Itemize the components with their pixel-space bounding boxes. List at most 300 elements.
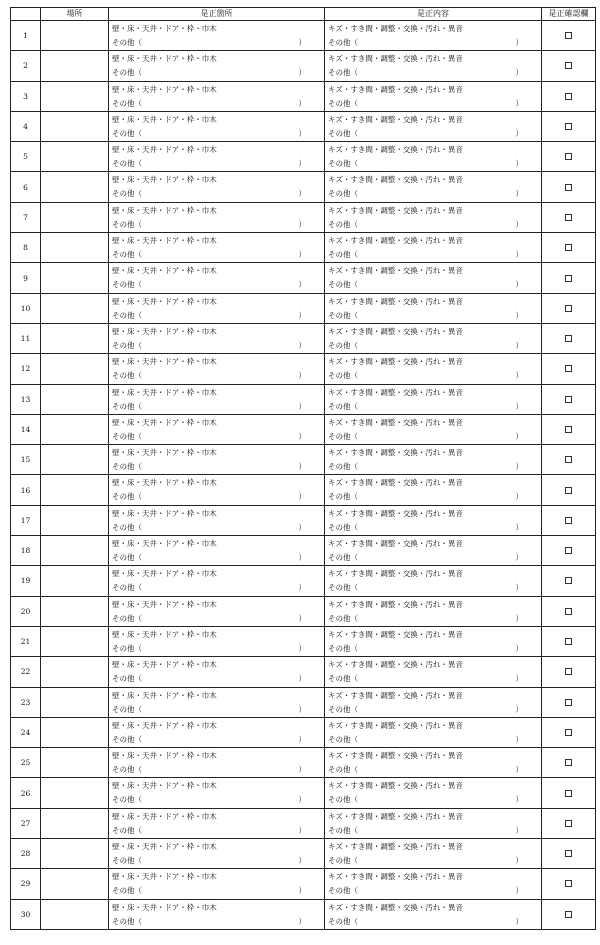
part-other-label: その他（	[112, 310, 142, 320]
part-options[interactable]: 壁・床・天井・ドア・枠・巾木	[112, 751, 217, 761]
content-other-close: ）	[515, 98, 523, 108]
part-cell	[109, 475, 325, 505]
content-other[interactable]	[328, 612, 541, 626]
content-options[interactable]: キズ・すき間・調整・交換・汚れ・異音	[328, 629, 463, 639]
checkbox-icon[interactable]	[565, 487, 572, 494]
part-other-label: その他（	[112, 68, 142, 78]
check-cell	[542, 566, 596, 596]
content-cell	[325, 202, 542, 232]
part-other[interactable]	[112, 36, 324, 50]
content-other-label: その他（	[328, 856, 358, 866]
row-number: 22	[11, 657, 41, 687]
checkbox-icon[interactable]	[565, 638, 572, 645]
content-cell	[325, 81, 542, 111]
checkbox-icon[interactable]	[565, 123, 572, 130]
part-other-close: ）	[298, 886, 306, 896]
content-other[interactable]	[328, 248, 541, 262]
header-check: 是正確認欄	[542, 8, 596, 21]
content-other-close: ）	[515, 765, 523, 775]
content-options[interactable]: キズ・すき間・調整・交換・汚れ・異音	[328, 842, 463, 852]
part-other[interactable]	[112, 66, 324, 80]
checkbox-icon[interactable]	[565, 790, 572, 797]
place-cell[interactable]	[41, 536, 109, 566]
content-other[interactable]	[328, 763, 541, 777]
part-other[interactable]	[112, 854, 324, 868]
part-other[interactable]	[112, 763, 324, 777]
table-row	[11, 111, 596, 141]
content-other-close: ）	[515, 704, 523, 714]
place-cell[interactable]	[41, 293, 109, 323]
content-other-label: その他（	[328, 492, 358, 502]
content-other[interactable]	[328, 521, 541, 535]
part-other-label: その他（	[112, 553, 142, 563]
place-cell[interactable]	[41, 81, 109, 111]
part-options[interactable]: 壁・床・天井・ドア・枠・巾木	[112, 629, 217, 639]
content-other-close: ）	[515, 795, 523, 805]
part-cell	[109, 323, 325, 353]
part-options[interactable]: 壁・床・天井・ドア・枠・巾木	[112, 872, 217, 882]
content-other[interactable]	[328, 824, 541, 838]
content-other-label: その他（	[328, 765, 358, 775]
checkbox-icon[interactable]	[565, 820, 572, 827]
place-cell[interactable]	[41, 445, 109, 475]
content-other[interactable]	[328, 187, 541, 201]
part-options[interactable]: 壁・床・天井・ドア・枠・巾木	[112, 508, 217, 518]
checkbox-icon[interactable]	[565, 517, 572, 524]
content-options[interactable]: キズ・すき間・調整・交換・汚れ・異音	[328, 236, 463, 246]
part-other[interactable]	[112, 187, 324, 201]
checkbox-icon[interactable]	[565, 911, 572, 918]
checkbox-icon[interactable]	[565, 850, 572, 857]
place-cell[interactable]	[41, 142, 109, 172]
part-other[interactable]	[112, 248, 324, 262]
place-cell[interactable]	[41, 626, 109, 656]
part-other[interactable]	[112, 339, 324, 353]
place-cell[interactable]	[41, 51, 109, 81]
content-options[interactable]: キズ・すき間・調整・交換・汚れ・異音	[328, 417, 463, 427]
part-other[interactable]	[112, 612, 324, 626]
content-other[interactable]	[328, 369, 541, 383]
content-other-close: ）	[515, 250, 523, 260]
part-other-label: その他（	[112, 462, 142, 472]
place-cell[interactable]	[41, 505, 109, 535]
check-cell	[542, 899, 596, 929]
part-other[interactable]	[112, 127, 324, 141]
content-options[interactable]: キズ・すき間・調整・交換・汚れ・異音	[328, 205, 463, 215]
content-options[interactable]: キズ・すき間・調整・交換・汚れ・異音	[328, 872, 463, 882]
part-other[interactable]	[112, 581, 324, 595]
part-options[interactable]: 壁・床・天井・ドア・枠・巾木	[112, 842, 217, 852]
part-options[interactable]: 壁・床・天井・ドア・枠・巾木	[112, 781, 217, 791]
row-number: 2	[11, 51, 41, 81]
place-cell[interactable]	[41, 384, 109, 414]
part-options[interactable]: 壁・床・天井・ドア・枠・巾木	[112, 236, 217, 246]
part-options[interactable]: 壁・床・天井・ドア・枠・巾木	[112, 266, 217, 276]
content-other-close: ）	[515, 674, 523, 684]
table-row	[11, 687, 596, 717]
content-options[interactable]: キズ・すき間・調整・交換・汚れ・異音	[328, 599, 463, 609]
part-other-label: その他（	[112, 795, 142, 805]
part-options[interactable]: 壁・床・天井・ドア・枠・巾木	[112, 690, 217, 700]
place-cell[interactable]	[41, 899, 109, 929]
part-other[interactable]	[112, 97, 324, 111]
content-other-close: ）	[515, 219, 523, 229]
part-cell	[109, 869, 325, 899]
content-cell	[325, 869, 542, 899]
part-other-label: その他（	[112, 371, 142, 381]
part-other-label: その他（	[112, 734, 142, 744]
part-other[interactable]	[112, 733, 324, 747]
content-other[interactable]	[328, 127, 541, 141]
part-other-label: その他（	[112, 583, 142, 593]
content-other[interactable]	[328, 400, 541, 414]
content-other-label: その他（	[328, 219, 358, 229]
part-other[interactable]	[112, 642, 324, 656]
content-other-label: その他（	[328, 250, 358, 260]
part-other[interactable]	[112, 460, 324, 474]
part-other-close: ）	[298, 401, 306, 411]
content-other[interactable]	[328, 157, 541, 171]
place-cell[interactable]	[41, 414, 109, 444]
content-other-close: ）	[515, 159, 523, 169]
content-options[interactable]: キズ・すき間・調整・交換・汚れ・異音	[328, 690, 463, 700]
checkbox-icon[interactable]	[565, 335, 572, 342]
table-row	[11, 899, 596, 929]
place-cell[interactable]	[41, 172, 109, 202]
content-options[interactable]: キズ・すき間・調整・交換・汚れ・異音	[328, 902, 463, 912]
content-cell	[325, 505, 542, 535]
part-other-label: その他（	[112, 128, 142, 138]
checkbox-icon[interactable]	[565, 396, 572, 403]
checkbox-icon[interactable]	[565, 759, 572, 766]
part-cell	[109, 536, 325, 566]
checkbox-icon[interactable]	[565, 365, 572, 372]
checkbox-icon[interactable]	[565, 608, 572, 615]
part-options[interactable]: 壁・床・天井・ドア・枠・巾木	[112, 478, 217, 488]
content-options[interactable]: キズ・すき間・調整・交換・汚れ・異音	[328, 508, 463, 518]
check-cell	[542, 717, 596, 747]
content-cell	[325, 354, 542, 384]
part-other-close: ）	[298, 462, 306, 472]
part-other-label: その他（	[112, 431, 142, 441]
part-other[interactable]	[112, 521, 324, 535]
checkbox-icon[interactable]	[565, 577, 572, 584]
content-options[interactable]: キズ・すき間・調整・交換・汚れ・異音	[328, 387, 463, 397]
checkbox-icon[interactable]	[565, 244, 572, 251]
content-options[interactable]: キズ・すき間・調整・交換・汚れ・異音	[328, 448, 463, 458]
checkbox-icon[interactable]	[565, 93, 572, 100]
row-number: 16	[11, 475, 41, 505]
part-other[interactable]	[112, 369, 324, 383]
header-row	[11, 8, 596, 21]
content-options[interactable]: キズ・すき間・調整・交換・汚れ・異音	[328, 478, 463, 488]
part-other[interactable]	[112, 218, 324, 232]
place-cell[interactable]	[41, 596, 109, 626]
content-other-close: ）	[515, 431, 523, 441]
place-cell[interactable]	[41, 869, 109, 899]
content-other[interactable]	[328, 430, 541, 444]
part-other[interactable]	[112, 884, 324, 898]
content-other[interactable]	[328, 278, 541, 292]
content-other[interactable]	[328, 490, 541, 504]
part-options[interactable]: 壁・床・天井・ドア・枠・巾木	[112, 205, 217, 215]
part-other[interactable]	[112, 278, 324, 292]
content-options[interactable]: キズ・すき間・調整・交換・汚れ・異音	[328, 811, 463, 821]
content-cell	[325, 233, 542, 263]
content-other[interactable]	[328, 66, 541, 80]
part-options[interactable]: 壁・床・天井・ドア・枠・巾木	[112, 387, 217, 397]
part-other[interactable]	[112, 915, 324, 929]
row-number: 29	[11, 869, 41, 899]
place-cell[interactable]	[41, 778, 109, 808]
content-other[interactable]	[328, 733, 541, 747]
part-other-label: その他（	[112, 856, 142, 866]
content-other-close: ）	[515, 583, 523, 593]
row-number: 19	[11, 566, 41, 596]
content-cell	[325, 384, 542, 414]
content-cell	[325, 657, 542, 687]
content-options[interactable]: キズ・すき間・調整・交換・汚れ・異音	[328, 720, 463, 730]
part-options[interactable]: 壁・床・天井・ドア・枠・巾木	[112, 811, 217, 821]
content-options[interactable]: キズ・すき間・調整・交換・汚れ・異音	[328, 54, 463, 64]
content-other-label: その他（	[328, 68, 358, 78]
part-cell	[109, 899, 325, 929]
checkbox-icon[interactable]	[565, 62, 572, 69]
place-cell[interactable]	[41, 233, 109, 263]
place-cell[interactable]	[41, 748, 109, 778]
place-cell[interactable]	[41, 202, 109, 232]
table-row	[11, 596, 596, 626]
row-number: 12	[11, 354, 41, 384]
content-other-label: その他（	[328, 310, 358, 320]
content-other[interactable]	[328, 884, 541, 898]
content-other-close: ）	[515, 916, 523, 926]
part-other[interactable]	[112, 824, 324, 838]
content-options[interactable]: キズ・すき間・調整・交換・汚れ・異音	[328, 145, 463, 155]
content-other[interactable]	[328, 339, 541, 353]
row-number: 27	[11, 808, 41, 838]
content-cell	[325, 21, 542, 51]
content-cell	[325, 111, 542, 141]
row-number: 10	[11, 293, 41, 323]
part-other-close: ）	[298, 159, 306, 169]
row-number: 18	[11, 536, 41, 566]
part-options[interactable]: 壁・床・天井・ドア・枠・巾木	[112, 448, 217, 458]
content-other[interactable]	[328, 309, 541, 323]
check-cell	[542, 354, 596, 384]
content-other-close: ）	[515, 886, 523, 896]
part-other[interactable]	[112, 672, 324, 686]
content-options[interactable]: キズ・すき間・調整・交換・汚れ・異音	[328, 24, 463, 33]
table-row	[11, 657, 596, 687]
table-row	[11, 414, 596, 444]
content-other[interactable]	[328, 915, 541, 929]
row-number: 9	[11, 263, 41, 293]
part-options[interactable]: 壁・床・天井・ドア・枠・巾木	[112, 24, 217, 33]
part-cell	[109, 778, 325, 808]
content-other-label: その他（	[328, 704, 358, 714]
row-number: 5	[11, 142, 41, 172]
part-other-label: その他（	[112, 98, 142, 108]
content-other-close: ）	[515, 553, 523, 563]
table-row	[11, 808, 596, 838]
part-options[interactable]: 壁・床・天井・ドア・枠・巾木	[112, 175, 217, 185]
checkbox-icon[interactable]	[565, 547, 572, 554]
part-options[interactable]: 壁・床・天井・ドア・枠・巾木	[112, 357, 217, 367]
checkbox-icon[interactable]	[565, 456, 572, 463]
content-cell	[325, 293, 542, 323]
place-cell[interactable]	[41, 717, 109, 747]
content-other[interactable]	[328, 672, 541, 686]
place-cell[interactable]	[41, 21, 109, 51]
content-options[interactable]: キズ・すき間・調整・交換・汚れ・異音	[328, 660, 463, 670]
check-cell	[542, 536, 596, 566]
part-options[interactable]: 壁・床・天井・ドア・枠・巾木	[112, 599, 217, 609]
content-cell	[325, 566, 542, 596]
content-other[interactable]	[328, 460, 541, 474]
part-other[interactable]	[112, 430, 324, 444]
part-options[interactable]: 壁・床・天井・ドア・枠・巾木	[112, 539, 217, 549]
part-other[interactable]	[112, 703, 324, 717]
content-other[interactable]	[328, 703, 541, 717]
content-options[interactable]: キズ・すき間・調整・交換・汚れ・異音	[328, 326, 463, 336]
correction-table	[10, 7, 596, 930]
part-options[interactable]: 壁・床・天井・ドア・枠・巾木	[112, 902, 217, 912]
checkbox-icon[interactable]	[565, 729, 572, 736]
part-other-label: その他（	[112, 159, 142, 169]
part-options[interactable]: 壁・床・天井・ドア・枠・巾木	[112, 720, 217, 730]
content-options[interactable]: キズ・すき間・調整・交換・汚れ・異音	[328, 114, 463, 124]
checkbox-icon[interactable]	[565, 426, 572, 433]
part-options[interactable]: 壁・床・天井・ドア・枠・巾木	[112, 417, 217, 427]
content-other-close: ）	[515, 128, 523, 138]
content-other[interactable]	[328, 551, 541, 565]
content-other-close: ）	[515, 38, 523, 47]
place-cell[interactable]	[41, 839, 109, 869]
table-row	[11, 384, 596, 414]
row-number: 28	[11, 839, 41, 869]
checkbox-icon[interactable]	[565, 184, 572, 191]
part-other[interactable]	[112, 400, 324, 414]
part-other-close: ）	[298, 583, 306, 593]
header-part: 是正箇所	[109, 8, 325, 21]
content-other[interactable]	[328, 581, 541, 595]
part-other-close: ）	[298, 492, 306, 502]
content-cell	[325, 899, 542, 929]
part-other-close: ）	[298, 613, 306, 623]
content-other-label: その他（	[328, 159, 358, 169]
content-options[interactable]: キズ・すき間・調整・交換・汚れ・異音	[328, 751, 463, 761]
part-other-close: ）	[298, 250, 306, 260]
content-other-label: その他（	[328, 522, 358, 532]
content-other[interactable]	[328, 97, 541, 111]
content-other[interactable]	[328, 793, 541, 807]
row-number: 30	[11, 899, 41, 929]
content-options[interactable]: キズ・すき間・調整・交換・汚れ・異音	[328, 266, 463, 276]
part-other-close: ）	[298, 310, 306, 320]
part-other-label: その他（	[112, 704, 142, 714]
part-options[interactable]: 壁・床・天井・ドア・枠・巾木	[112, 660, 217, 670]
check-cell	[542, 202, 596, 232]
content-other-label: その他（	[328, 431, 358, 441]
part-cell	[109, 687, 325, 717]
part-other[interactable]	[112, 490, 324, 504]
place-cell[interactable]	[41, 475, 109, 505]
part-options[interactable]: 壁・床・天井・ドア・枠・巾木	[112, 145, 217, 155]
check-cell	[542, 233, 596, 263]
part-other-close: ）	[298, 825, 306, 835]
checkbox-icon[interactable]	[565, 668, 572, 675]
part-other[interactable]	[112, 157, 324, 171]
place-cell[interactable]	[41, 323, 109, 353]
part-other-close: ）	[298, 916, 306, 926]
part-other-close: ）	[298, 734, 306, 744]
checkbox-icon[interactable]	[565, 214, 572, 221]
place-cell[interactable]	[41, 263, 109, 293]
content-other[interactable]	[328, 36, 541, 50]
checkbox-icon[interactable]	[565, 699, 572, 706]
content-cell	[325, 414, 542, 444]
part-other[interactable]	[112, 793, 324, 807]
part-options[interactable]: 壁・床・天井・ドア・枠・巾木	[112, 84, 217, 94]
content-cell	[325, 808, 542, 838]
part-cell	[109, 384, 325, 414]
content-other-close: ）	[515, 856, 523, 866]
check-cell	[542, 626, 596, 656]
part-options[interactable]: 壁・床・天井・ドア・枠・巾木	[112, 296, 217, 306]
content-options[interactable]: キズ・すき間・調整・交換・汚れ・異音	[328, 357, 463, 367]
checkbox-icon[interactable]	[565, 880, 572, 887]
part-other-close: ）	[298, 219, 306, 229]
part-options[interactable]: 壁・床・天井・ドア・枠・巾木	[112, 54, 217, 64]
content-other-label: その他（	[328, 371, 358, 381]
content-cell	[325, 596, 542, 626]
place-cell[interactable]	[41, 657, 109, 687]
content-other[interactable]	[328, 854, 541, 868]
part-other[interactable]	[112, 551, 324, 565]
check-cell	[542, 475, 596, 505]
checkbox-icon[interactable]	[565, 153, 572, 160]
checkbox-icon[interactable]	[565, 275, 572, 282]
content-other-close: ）	[515, 643, 523, 653]
content-options[interactable]: キズ・すき間・調整・交換・汚れ・異音	[328, 84, 463, 94]
part-options[interactable]: 壁・床・天井・ドア・枠・巾木	[112, 326, 217, 336]
place-cell[interactable]	[41, 687, 109, 717]
part-options[interactable]: 壁・床・天井・ドア・枠・巾木	[112, 114, 217, 124]
part-other-close: ）	[298, 795, 306, 805]
content-cell	[325, 323, 542, 353]
place-cell[interactable]	[41, 808, 109, 838]
part-other[interactable]	[112, 309, 324, 323]
checkbox-icon[interactable]	[565, 305, 572, 312]
content-options[interactable]: キズ・すき間・調整・交換・汚れ・異音	[328, 781, 463, 791]
content-options[interactable]: キズ・すき間・調整・交換・汚れ・異音	[328, 569, 463, 579]
content-other[interactable]	[328, 642, 541, 656]
content-options[interactable]: キズ・すき間・調整・交換・汚れ・異音	[328, 296, 463, 306]
content-options[interactable]: キズ・すき間・調整・交換・汚れ・異音	[328, 175, 463, 185]
content-options[interactable]: キズ・すき間・調整・交換・汚れ・異音	[328, 539, 463, 549]
part-other-label: その他（	[112, 886, 142, 896]
part-other-label: その他（	[112, 492, 142, 502]
checkbox-icon[interactable]	[565, 32, 572, 39]
part-options[interactable]: 壁・床・天井・ドア・枠・巾木	[112, 569, 217, 579]
place-cell[interactable]	[41, 566, 109, 596]
check-cell	[542, 596, 596, 626]
place-cell[interactable]	[41, 354, 109, 384]
check-cell	[542, 111, 596, 141]
place-cell[interactable]	[41, 111, 109, 141]
content-other[interactable]	[328, 218, 541, 232]
